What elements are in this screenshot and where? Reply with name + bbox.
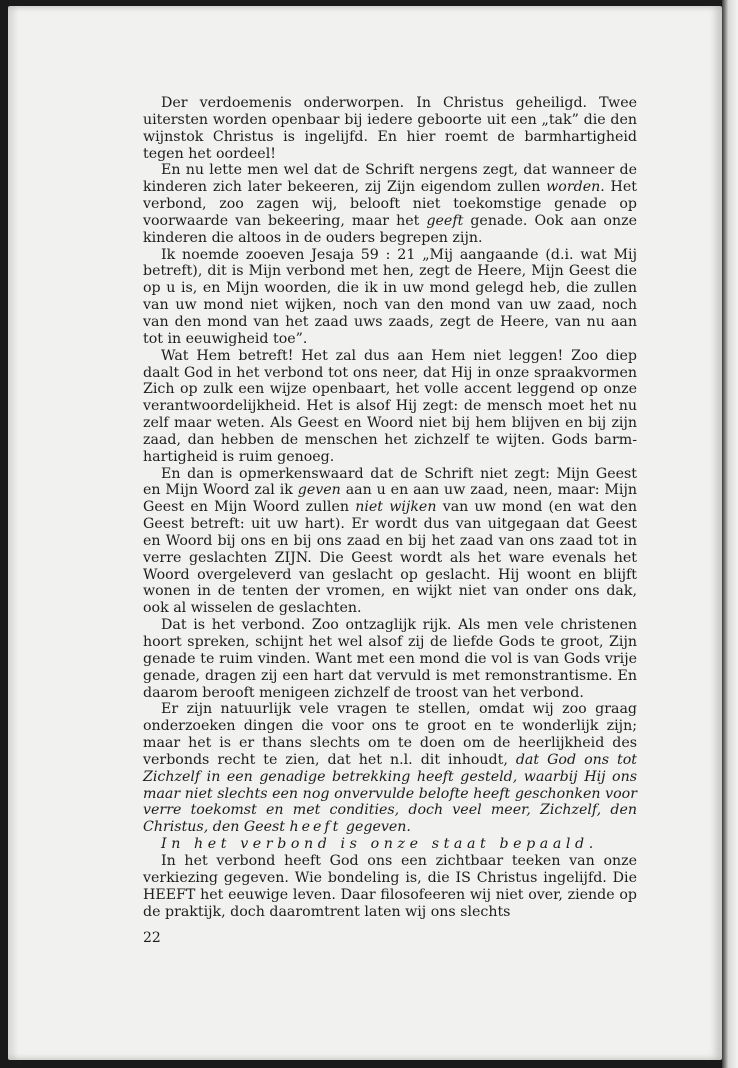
text-run: Der verdoemenis onderworpen. In Christus geheiligd. Twee uitersten worden openbaar bij iedere geboorte uit een „tak” die den wijnstok Christus is ingelijfd. En hier roemt de barmhartigheid tegen het oordeel! — [143, 95, 637, 162]
paragraph — [143, 853, 637, 920]
text-run: van uw mond (en wat den Geest betreft: uit uw hart). Er wordt dus van uitgegaan dat Geest en Woord bij ons en bij ons zaad en bij het zaad van ons zaad tot in verre geslachten ZIJN. Die Geest wordt als het ware evenals het Woord overgeleverd van geslacht op geslacht. Hij woont en blijft wonen in de tenten der vromen, en wijkt niet van onder ons dak, ook al wisselen de geslachten. — [143, 499, 638, 617]
text-run: gegeven. — [341, 819, 411, 836]
paragraph — [143, 162, 637, 246]
paragraph — [143, 836, 637, 853]
text-run: Het verbond, zoo zagen wij, belooft niet toekomstige genade op voorwaarde van bekeering, maar het — [143, 179, 637, 229]
text-run: In het verbond is onze staat bepaald. — [161, 836, 598, 853]
text-run: In het verbond heeft God ons een zichtbaar teeken van onze verkiezing gegeven. Wie bondeling is, die IS Christus ingelijfd. Die HEEFT het eeuwige leven. Daar filosofeeren wij niet over, ziende op de praktijk, doch daaromtrent laten wij ons slechts — [143, 852, 637, 920]
text-run: Er zijn natuurlijk vele vragen te stellen, omdat wij zoo graag onderzoeken dingen die voor ons te groot en te wonderlijk zijn; maar het is er thans slechts om te doen om de heerlijkheid des verbonds recht te zien, dat het n.l. dit inhoudt, — [143, 701, 637, 768]
text-run: geven — [297, 482, 341, 499]
page-edge-shadow — [722, 0, 738, 1068]
text-run: worden. — [546, 179, 605, 196]
paragraph — [143, 247, 637, 348]
paragraph — [143, 701, 637, 836]
text-run: genade. Ook aan onze kinderen die altoos in de ouders begrepen zijn. — [143, 212, 637, 246]
text-run: Ik noemde zooeven Jesaja 59 : 21 „Mij aangaande (d.i. wat Mij betreft), dit is Mijn verbond met hen, zegt de Heere, Mijn Geest die op u is, en Mijn woorden, die ik in uw mond gelegd heb, die zullen van uw mond niet wijken, noch van den mond van uw zaad, noch van den mond van het zaad uws zaads, zegt de Heere, van nu aan tot in eeuwigheid toe”. — [143, 246, 637, 347]
text-run: aan u en aan uw zaad, neen, maar: Mijn Geest en Mijn Woord zullen — [143, 482, 637, 516]
text-run: heeft — [289, 819, 342, 836]
page-number: 22 — [143, 930, 161, 946]
text-run: dat God ons tot Zichzelf in een genadige betrekking heeft gesteld, waarbij Hij ons maar niet slechts een nog onvervulde belofte heeft geschonken voor verre toekomst en met condities, doch veel meer, Zichzelf, den Christus, den Geest — [143, 751, 637, 836]
paragraph — [143, 466, 637, 618]
text-run: niet wijken — [355, 499, 437, 516]
text-run: Wat Hem betreft! Het zal dus aan Hem niet leggen! Zoo diep daalt God in het verbond tot ons neer, dat Hij in onze spraakvormen Zich op zulk een wijze openbaart, het volle accent leggend op onze verantwoordelijkheid. Het is alsof Hij zegt: de mensch moet het nu zelf maar weten. Als Geest en Woord niet bij hem blijven en bij zijn zaad, dan hebben de menschen het zichzelf te wijten. Gods barm-hartigheid is ruim genoeg. — [143, 347, 637, 465]
paragraph — [143, 95, 637, 162]
body-text — [143, 95, 637, 920]
paragraph — [143, 617, 637, 701]
text-run: En nu lette men wel dat de Schrift nergens zegt, dat wanneer de kinderen zich later bekeeren, zij Zijn eigendom zullen — [143, 162, 637, 196]
text-run: geeft — [426, 212, 464, 229]
text-run: En dan is opmerkenswaard dat de Schrift niet zegt: Mijn Geest en Mijn Woord zal ik — [143, 465, 637, 499]
paragraph — [143, 348, 637, 466]
text-run: Dat is het verbond. Zoo ontzaglijk rijk. Als men vele christenen hoort spreken, schijnt het wel alsof zij de liefde Gods te groot, Zijn genade te ruim vinden. Want met een mond die vol is van Gods vrije genade, dragen zij een hart dat vervuld is met remonstrantisme. En daarom berooft menigeen zichzelf de troost van het verbond. — [143, 617, 637, 701]
